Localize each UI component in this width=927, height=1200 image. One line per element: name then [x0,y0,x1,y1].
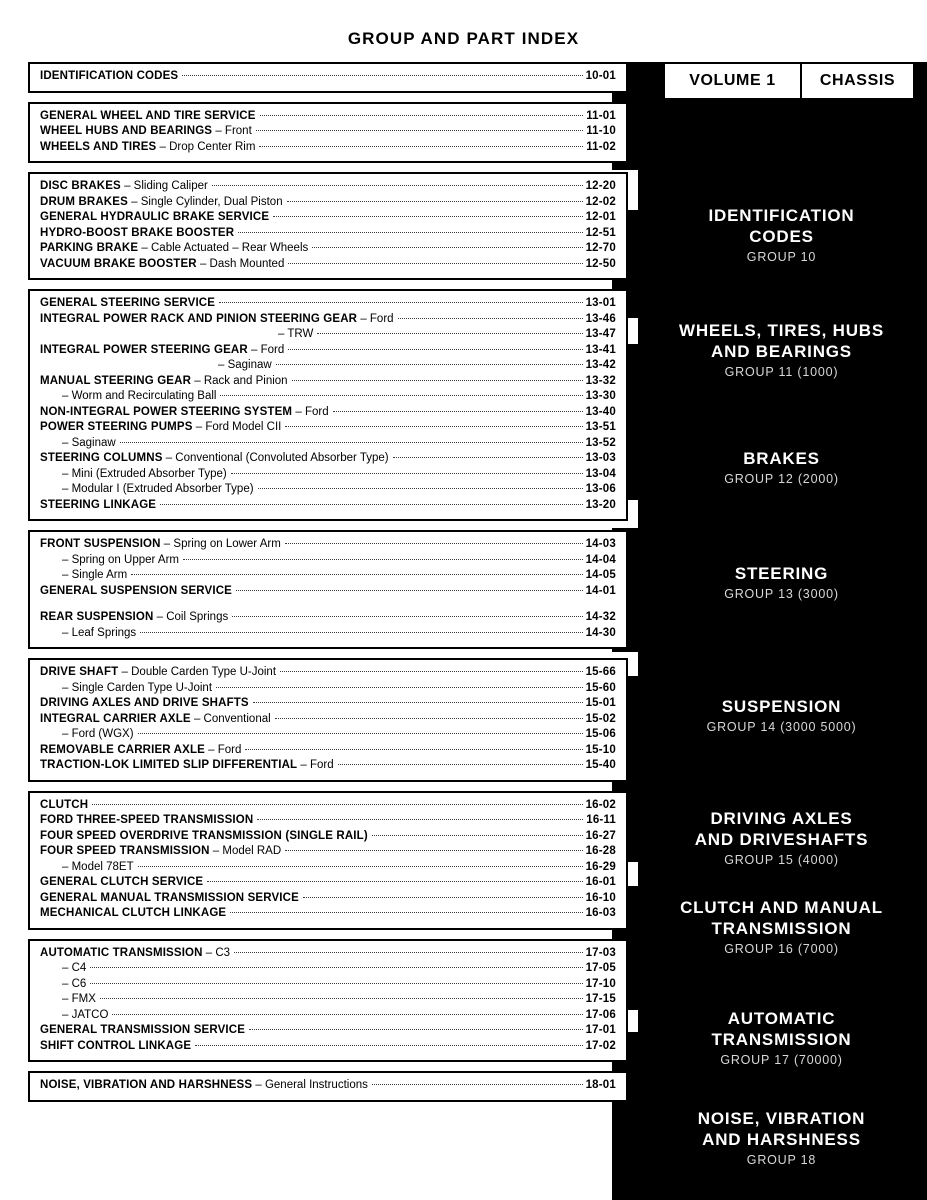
group-tab-name: BRAKES [743,449,820,468]
group-tab-name: AUTOMATIC TRANSMISSION [711,1009,852,1049]
index-entry-title: DRIVING AXLES AND DRIVE SHAFTS [40,697,249,709]
index-entry-subtitle: – JATCO [62,1008,109,1021]
index-entry-title [62,482,254,498]
index-entry-title: INTEGRAL CARRIER AXLE – Conventional [40,712,271,725]
index-entry-title [62,1008,108,1024]
dot-leader [285,543,583,544]
index-entry-title: VACUUM BRAKE BOOSTER – Dash Mounted [40,257,285,270]
index-entry-page: 13-32 [585,374,616,387]
index-entry-page: 13-47 [585,328,616,340]
index-box [28,289,628,521]
index-entry-subtitle: – Saginaw [218,359,272,371]
index-entry-subtitle: – Ford [357,312,394,325]
index-entry-subtitle: – Ford Model CII [192,421,282,433]
dot-leader [216,687,583,688]
index-entry[interactable] [40,389,616,405]
group-tab-number: GROUP 15 (4000) [724,853,839,867]
index-entry-title: NOISE, VIBRATION AND HARSHNESS – General Instructions [40,1079,368,1091]
index-entry[interactable] [40,358,616,374]
index-entry[interactable] [40,241,616,257]
index-entry[interactable] [40,312,616,328]
index-entry-title: NON-INTEGRAL POWER STEERING SYSTEM – Ford [40,405,329,418]
index-entry-subtitle: – General Instructions [252,1079,368,1091]
index-box [28,939,628,1063]
dot-leader [131,574,582,575]
index-entry[interactable] [40,891,616,907]
index-entry-subtitle: – Single Arm [62,569,128,581]
index-entry[interactable] [40,498,616,514]
group-tab-number: GROUP 13 (3000) [724,587,839,601]
index-entry-page: 16-29 [585,860,616,873]
index-entry-title: AUTOMATIC TRANSMISSION – C3 [40,946,231,959]
index-entry[interactable] [40,568,616,584]
index-entry-page: 15-60 [585,681,616,694]
dot-leader [230,912,582,913]
section-label: CHASSIS [819,72,896,89]
index-entry-page: 14-01 [585,584,616,597]
group-tab-number: GROUP 17 (70000) [720,1053,843,1067]
index-entry-subtitle: – Front [212,125,252,137]
index-entry[interactable] [40,1078,616,1094]
index-entry-subtitle: – Ford [204,743,242,756]
index-entry-page: 17-06 [585,1008,616,1021]
index-entry-title: STEERING COLUMNS – Conventional (Convoluted Absorber Type) [40,452,389,464]
dot-leader [182,75,582,76]
dot-leader [220,395,582,396]
page-title: GROUP AND PART INDEX [347,29,580,48]
dot-leader [195,1045,582,1046]
index-entry[interactable] [40,906,616,922]
index-entry-subtitle: – Rack and Pinion [191,374,288,387]
group-tab-3[interactable] [636,448,927,486]
index-entry-title: DISC BRAKES – Sliding Caliper [40,180,208,192]
index-entry-title [62,961,86,977]
index-entry-title: FORD THREE-SPEED TRANSMISSION [40,814,254,826]
index-entry[interactable] [40,875,616,891]
index-entry-page: 15-10 [585,743,616,756]
index-entry-page: 16-28 [585,845,616,857]
index-entry-subtitle: – TRW [278,328,314,340]
index-entry[interactable] [40,195,616,211]
group-tab-number: GROUP 11 (1000) [724,365,839,379]
dot-leader [183,559,583,560]
index-entry-title: WHEEL HUBS AND BEARINGS – Front [40,125,252,137]
group-tab-number: GROUP 10 [746,250,817,264]
index-entry[interactable] [40,374,616,390]
index-entry[interactable] [40,69,616,85]
index-entry-page: 14-05 [585,569,616,581]
index-entry-subtitle: – Modular I (Extruded Absorber Type) [62,483,254,495]
index-entry-page: 12-70 [585,242,616,254]
index-entry-title [278,327,313,343]
index-entry-title: FRONT SUSPENSION – Spring on Lower Arm [40,538,281,550]
index-entry[interactable] [40,727,616,743]
dot-leader [90,983,582,984]
index-entry-page: 17-02 [585,1039,616,1052]
index-entry[interactable] [40,1039,616,1055]
index-entry[interactable] [40,992,616,1008]
index-entry-page: 12-02 [585,195,616,208]
index-entry-page: 15-02 [585,712,616,725]
dot-leader [219,302,583,303]
index-entry-subtitle: – Worm and Recirculating Ball [62,390,217,402]
index-entry-title [62,992,96,1008]
index-entry-title: GENERAL STEERING SERVICE [40,297,216,309]
index-entry-title: WHEELS AND TIRES – Drop Center Rim [40,140,256,153]
index-entry-title: INTEGRAL POWER RACK AND PINION STEERING GEAR – Ford [40,312,394,325]
dot-leader [138,733,583,734]
index-entry[interactable] [40,327,616,343]
group-tab-number: GROUP 18 [746,1153,817,1167]
dot-leader [253,702,583,703]
index-entry-page: 15-40 [585,759,616,771]
group-tab-name: NOISE, VIBRATION AND HARSHNESS [697,1109,866,1149]
dot-leader [258,488,583,489]
dot-leader [212,185,583,186]
dot-leader [273,216,582,217]
group-tab-name: STEERING [734,564,829,583]
index-entry[interactable] [40,109,616,125]
index-entry[interactable] [40,179,616,195]
index-entry-title: INTEGRAL POWER STEERING GEAR – Ford [40,343,285,356]
dot-leader [140,632,582,633]
dot-leader [231,473,583,474]
index-entry-subtitle: – Mini (Extruded Absorber Type) [62,467,227,480]
index-box [28,102,628,164]
index-entry[interactable] [40,124,616,140]
dot-leader [234,952,582,953]
dot-leader [112,1014,582,1015]
index-entry-subtitle: – Double Carden Type U-Joint [118,666,277,678]
index-entry-title [62,727,134,743]
group-tab-name: IDENTIFICATION CODES [708,206,855,246]
index-entry-page: 12-01 [585,211,616,223]
index-entry-subtitle: – C3 [202,946,231,959]
index-entry[interactable] [40,681,616,697]
index-entry-title: DRUM BRAKES – Single Cylinder, Dual Piston [40,195,283,208]
index-entry-subtitle: – Coil Springs [153,611,229,623]
index-entry-page: 14-30 [585,626,616,639]
index-entry[interactable] [40,482,616,498]
index-entry-page: 16-27 [585,829,616,842]
index-entry-title [62,389,216,405]
index-entry-page: 11-01 [586,109,616,122]
index-entry-subtitle: – Dash Mounted [196,257,285,270]
dot-leader [312,247,582,248]
index-entry-subtitle: – Conventional [190,712,271,725]
index-entry-title: HYDRO-BOOST BRAKE BOOSTER [40,226,235,239]
index-entry-title [62,860,134,876]
index-entry-title: MANUAL STEERING GEAR – Rack and Pinion [40,374,288,387]
index-entry-title: GENERAL HYDRAULIC BRAKE SERVICE [40,211,270,223]
index-entry[interactable] [40,405,616,421]
volume-chassis-tab [663,62,915,100]
index-entry-title [62,977,86,993]
index-entry-title [62,553,179,569]
index-entry-title: PARKING BRAKE – Cable Actuated – Rear Wheels [40,242,309,254]
index-box [28,658,628,782]
index-entry[interactable] [40,451,616,467]
group-tab-7[interactable] [636,897,927,956]
dot-leader [280,671,583,672]
dot-leader [120,442,583,443]
index-entry-page: 13-03 [585,452,616,464]
group-tab-number: GROUP 12 (2000) [724,472,839,486]
index-entry-subtitle: – Conventional (Convoluted Absorber Type) [162,452,389,464]
index-entry-title: GENERAL WHEEL AND TIRE SERVICE [40,109,256,122]
dot-leader [292,380,583,381]
index-entry-page: 13-30 [585,390,616,402]
index-entry-subtitle: – FMX [62,993,96,1005]
dot-leader [207,881,582,882]
index-entry-title: REAR SUSPENSION – Coil Springs [40,611,229,623]
index-entry-subtitle: – Drop Center Rim [156,140,256,153]
dot-leader [249,1029,583,1030]
index-entry-title: GENERAL TRANSMISSION SERVICE [40,1024,246,1036]
dot-leader [275,718,583,719]
index-entry-title: SHIFT CONTROL LINKAGE [40,1039,192,1052]
index-entry-page: 13-40 [585,405,616,418]
index-entry[interactable] [40,553,616,569]
index-entry-page: 15-01 [585,697,616,709]
index-entry[interactable] [40,226,616,242]
group-tab-number: GROUP 16 (7000) [724,942,839,956]
dot-leader [138,866,583,867]
dot-leader [90,967,582,968]
index-entry-title [62,568,127,584]
index-entry[interactable] [40,1008,616,1024]
row-spacer [40,599,616,610]
index-entry[interactable] [40,257,616,273]
index-box [28,530,628,649]
index-entry-subtitle: – Ford [292,405,329,418]
index-entry[interactable] [40,343,616,359]
group-tab-name: SUSPENSION [721,697,842,716]
dot-leader [288,349,582,350]
group-tab-8[interactable] [636,1008,927,1067]
index-entry-page: 12-50 [585,257,616,270]
index-entry[interactable] [40,537,616,553]
index-entry-page: 13-06 [585,483,616,495]
dot-leader [259,146,583,147]
index-entry-page: 13-46 [585,312,616,325]
index-entry[interactable] [40,296,616,312]
index-entry[interactable] [40,946,616,962]
index-entry[interactable] [40,584,616,600]
index-entry-subtitle: – Ford [297,759,334,771]
index-entry[interactable] [40,665,616,681]
index-entry-title [62,626,136,642]
dot-leader [338,764,583,765]
dot-leader [236,590,583,591]
index-entry-page: 17-03 [585,946,616,959]
index-entry-subtitle: – Saginaw [62,436,116,449]
index-column [28,62,628,1111]
index-entry-title [218,358,272,374]
index-box [28,1071,628,1102]
index-entry-title: MECHANICAL CLUTCH LINKAGE [40,907,227,919]
volume-label: VOLUME 1 [665,64,802,98]
index-entry-page: 16-02 [585,798,616,811]
group-tab-9[interactable] [636,1108,927,1167]
index-entry-title [62,436,116,452]
index-entry[interactable] [40,844,616,860]
index-entry-page: 17-10 [585,977,616,990]
index-entry[interactable] [40,436,616,452]
index-entry-title: GENERAL MANUAL TRANSMISSION SERVICE [40,891,299,904]
dot-leader [245,749,582,750]
index-box [28,791,628,930]
index-entry-subtitle: – Spring on Upper Arm [62,553,179,566]
index-entry[interactable] [40,210,616,226]
index-entry[interactable] [40,961,616,977]
index-entry-subtitle: – Model 78ET [62,860,134,873]
dot-leader [372,1084,583,1085]
index-entry-page: 16-03 [585,907,616,919]
index-entry[interactable] [40,743,616,759]
index-entry-title [62,467,227,483]
index-entry-subtitle: – Spring on Lower Arm [160,538,281,550]
index-entry-page: 14-03 [585,538,616,550]
index-entry[interactable] [40,467,616,483]
index-entry-page: 13-42 [585,359,616,371]
dot-leader [393,457,583,458]
index-entry-page: 17-15 [585,993,616,1005]
index-entry-subtitle: – C6 [62,977,87,990]
index-entry[interactable] [40,1023,616,1039]
dot-leader [100,998,583,999]
group-tab-name: DRIVING AXLES AND DRIVESHAFTS [694,809,869,849]
index-entry-page: 13-01 [585,297,616,309]
index-entry-title: STEERING LINKAGE [40,498,157,511]
index-entry[interactable] [40,758,616,774]
index-entry-subtitle: – Single Carden Type U-Joint [62,681,213,694]
index-entry-page: 18-01 [585,1079,616,1091]
index-box [28,62,628,93]
index-entry[interactable] [40,626,616,642]
group-tab-2[interactable] [636,320,927,379]
index-entry-subtitle: – Sliding Caliper [120,180,208,192]
index-entry-subtitle: – Leaf Springs [62,626,137,639]
index-box [28,172,628,280]
index-entry-subtitle: – Single Cylinder, Dual Piston [127,195,283,208]
dot-leader [333,411,583,412]
dot-leader [285,426,582,427]
dot-leader [232,616,582,617]
index-entry-title: FOUR SPEED OVERDRIVE TRANSMISSION (SINGLE RAIL) [40,829,368,842]
dot-leader [285,850,582,851]
dot-leader [257,819,583,820]
group-tab-1[interactable] [636,205,927,264]
dot-leader [260,115,584,116]
dot-leader [276,364,583,365]
index-entry-page: 12-51 [585,226,616,239]
index-entry[interactable] [40,829,616,845]
dot-leader [288,263,582,264]
index-entry-subtitle: – Model RAD [209,845,282,857]
dot-leader [303,897,583,898]
index-entry-page: 13-20 [585,498,616,511]
group-tab-name: CLUTCH AND MANUAL TRANSMISSION [680,898,883,938]
dot-leader [317,333,582,334]
index-entry[interactable] [40,860,616,876]
dot-leader [398,318,583,319]
index-entry-page: 13-41 [585,343,616,356]
dot-leader [238,232,582,233]
index-entry-subtitle: – C4 [62,962,87,974]
index-entry-subtitle: – Ford [247,343,285,356]
dot-leader [256,130,583,131]
index-entry[interactable] [40,696,616,712]
index-entry-title: CLUTCH [40,798,89,811]
index-entry-page: 11-10 [586,125,616,137]
index-entry-page: 17-05 [585,962,616,974]
index-entry-page: 16-01 [585,876,616,888]
index-entry-title: TRACTION-LOK LIMITED SLIP DIFFERENTIAL – Ford [40,759,334,771]
group-tab-6[interactable] [636,808,927,867]
index-entry[interactable] [40,813,616,829]
index-entry-page: 15-66 [585,666,616,678]
index-entry-page: 14-04 [585,553,616,566]
index-entry-page: 11-02 [586,140,616,153]
index-entry-page: 13-04 [585,467,616,480]
group-tab-name: WHEELS, TIRES, HUBS AND BEARINGS [678,321,885,361]
dot-leader [372,835,583,836]
index-entry-page: 13-51 [585,421,616,433]
index-entry-title [62,681,212,697]
index-entry-title: IDENTIFICATION CODES [40,70,179,82]
index-entry-page: 13-52 [585,436,616,449]
dot-leader [287,201,583,202]
index-entry-page: 12-20 [585,180,616,192]
index-entry-page: 15-06 [585,728,616,740]
group-tab-number: GROUP 14 (3000 5000) [706,720,857,734]
index-entry-title: GENERAL SUSPENSION SERVICE [40,584,232,597]
index-entry-title: FOUR SPEED TRANSMISSION – Model RAD [40,845,282,857]
group-tab-5[interactable] [636,696,927,734]
index-entry[interactable] [40,798,616,814]
index-entry-title: DRIVE SHAFT – Double Carden Type U-Joint [40,666,277,678]
index-entry-subtitle: – Cable Actuated – Rear Wheels [138,242,309,254]
index-entry[interactable] [40,712,616,728]
index-entry-page: 10-01 [585,70,616,82]
index-entry[interactable] [40,140,616,156]
index-entry-page: 16-11 [586,814,616,826]
index-entry[interactable] [40,420,616,436]
index-entry-page: 14-32 [585,611,616,623]
index-entry[interactable] [40,977,616,993]
index-entry-title: REMOVABLE CARRIER AXLE – Ford [40,743,242,756]
index-entry[interactable] [40,610,616,626]
group-tab-4[interactable] [636,563,927,601]
index-entry-page: 16-10 [585,891,616,904]
dot-leader [160,504,582,505]
dot-leader [92,804,582,805]
index-entry-subtitle: – Ford (WGX) [62,728,134,740]
index-entry-page: 17-01 [585,1024,616,1036]
index-entry-title: POWER STEERING PUMPS – Ford Model CII [40,421,282,433]
index-entry-title: GENERAL CLUTCH SERVICE [40,876,204,888]
